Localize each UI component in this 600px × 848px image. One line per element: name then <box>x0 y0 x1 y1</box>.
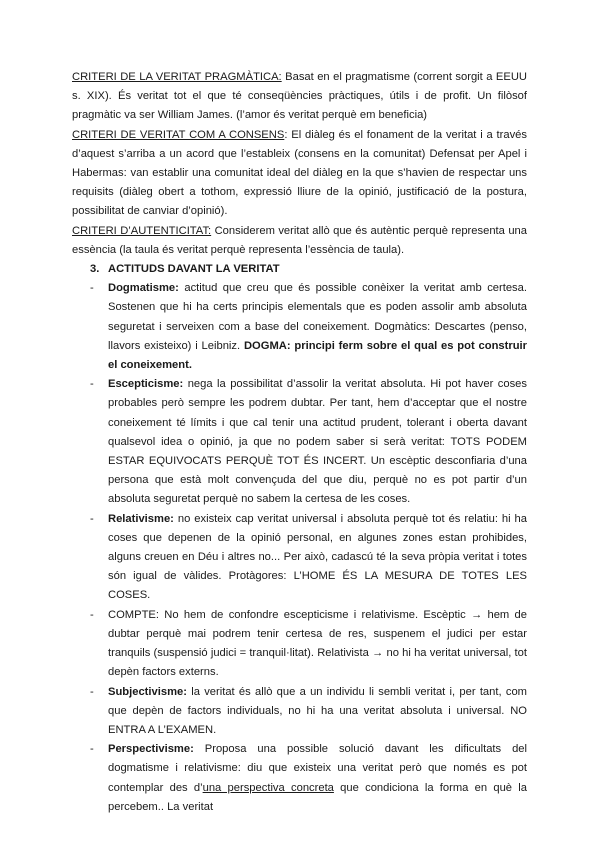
dogmatism-text: actitud que creu que és possible conèixer la veritat amb certesa. Sostenen que hi ha certs principis elementals que es poden assolir amb absoluta seguretat i serveixen com a base del coneixement. Dogmàtics: Descartes (penso, llavors existeixo) i Leibniz. <box>108 282 527 352</box>
list-bullet: - <box>90 743 94 756</box>
term-subjectivism: Subjectivisme: <box>108 685 187 698</box>
term-skepticism: Escepticisme: <box>108 378 184 391</box>
section-heading <box>90 260 527 279</box>
term-dogmatism: Dogmatisme: <box>108 282 179 295</box>
perspectivism-text: Proposa una possible solució davant les dificultats del dogmatisme i relativisme: diu que existeix una veritat però que només es pot contemplar des d’ <box>108 743 527 794</box>
relativism-text: no existeix cap veritat universal i absoluta perquè tot és relatiu: hi ha coses que depenen de la opinió personal, en algunes zones estan prohibides, alguns creuen en Déu i altres no... Per això, cadascú té la seva pròpia veritat i totes són igual de vàlides. Protàgores: L’HOME ÉS LA MESURA DE TOTES LES COSES. <box>108 512 527 602</box>
pragmatic-title: CRITERI DE LA VERITAT PRAGMÀTICA: <box>72 71 282 83</box>
list-bullet: - <box>90 685 94 698</box>
list-item-dogmatism <box>72 279 527 375</box>
perspectivism-underlined: una perspectiva concreta <box>202 781 334 794</box>
warning-text: COMPTE: No hem de confondre escepticisme i relativisme. Escèptic → hem de dubtar perquè mai podrem tenir certesa de res, suspenem el judici per estar tranquils (suspensió judici = tranquil·litat). Relativista → no hi ha veritat universal, tot depèn factors externs. <box>108 608 527 679</box>
list-item-subjectivism <box>72 683 527 741</box>
document-body <box>72 68 527 817</box>
dogma-definition: DOGMA: principi ferm sobre el qual es pot construir el coneixement. <box>108 339 528 372</box>
pragmatic-text: Basat en el pragmatisme (corrent sorgit a EEUU s. XIX). És veritat tot el que té conseqüències pràctiques, útils i de profit. Un filòsof pragmàtic va ser William James. (l’amor és veritat perquè em beneficia) <box>72 71 527 122</box>
paragraph-authenticity <box>72 222 527 260</box>
list-bullet: - <box>90 282 94 295</box>
term-perspectivism: Perspectivisme: <box>108 743 194 756</box>
list-item-relativism <box>72 510 527 606</box>
paragraph-consensus <box>72 126 527 222</box>
list-bullet: - <box>90 512 94 525</box>
list-item-warning <box>72 606 527 683</box>
section-number: 3. <box>90 263 100 276</box>
list-bullet: - <box>90 608 94 621</box>
perspectivism-text-after: que condiciona la forma en què la percebem.. La veritat <box>108 781 527 813</box>
list-item-skepticism <box>72 375 527 509</box>
consensus-title: CRITERI DE VERITAT COM A CONSENS <box>72 128 285 141</box>
list-bullet: - <box>90 378 94 391</box>
section-title: ACTITUDS DAVANT LA VERITAT <box>108 263 280 276</box>
paragraph-pragmatic <box>72 68 527 126</box>
consensus-text: : El diàleg és el fonament de la veritat i a través d’aquest s’arriba a un acord que l’estableix (consens en la comunitat) Defensat per Apel i Habermas: van establir una comunitat ideal del diàleg en la que s’havien de respectar uns requisits (diàleg obert a tothom, expressió lliure de la opinió, justificació de la postura, possibilitat de canviar d’opinió). <box>72 128 527 218</box>
list-item-perspectivism <box>72 740 527 817</box>
term-relativism: Relativisme: <box>108 512 174 525</box>
subjectivism-text: la veritat és allò que a un individu li sembli veritat i, per tant, com que depèn de factors individuals, no hi ha una veritat absoluta i universal. NO ENTRA A L’EXAMEN. <box>108 685 527 736</box>
authenticity-text: Considerem veritat allò que és autèntic perquè representa una essència (la taula és veritat perquè representa l’essència de taula). <box>72 224 527 256</box>
skepticism-text: nega la possibilitat d’assolir la veritat absoluta. Hi pot haver coses probables però sempre les podrem dubtar. Per tant, hem d’acceptar que el nostre coneixement té límits i que cal tenir una actitud prudent, tolerant i oberta davant qualsevol idea o opinió, ja que no podem saber si serà veritat: TOTS PODEM ESTAR EQUIVOCATS PERQUÈ TOT ÉS INCERT. Un escèptic desconfiaria d’una persona que està molt convençuda del que diu, perquè no es pot partir d’un absoluta seguretat perquè no sabem la certesa de les coses. <box>108 378 527 506</box>
authenticity-title: CRITERI D’AUTENTICITAT: <box>72 224 212 237</box>
